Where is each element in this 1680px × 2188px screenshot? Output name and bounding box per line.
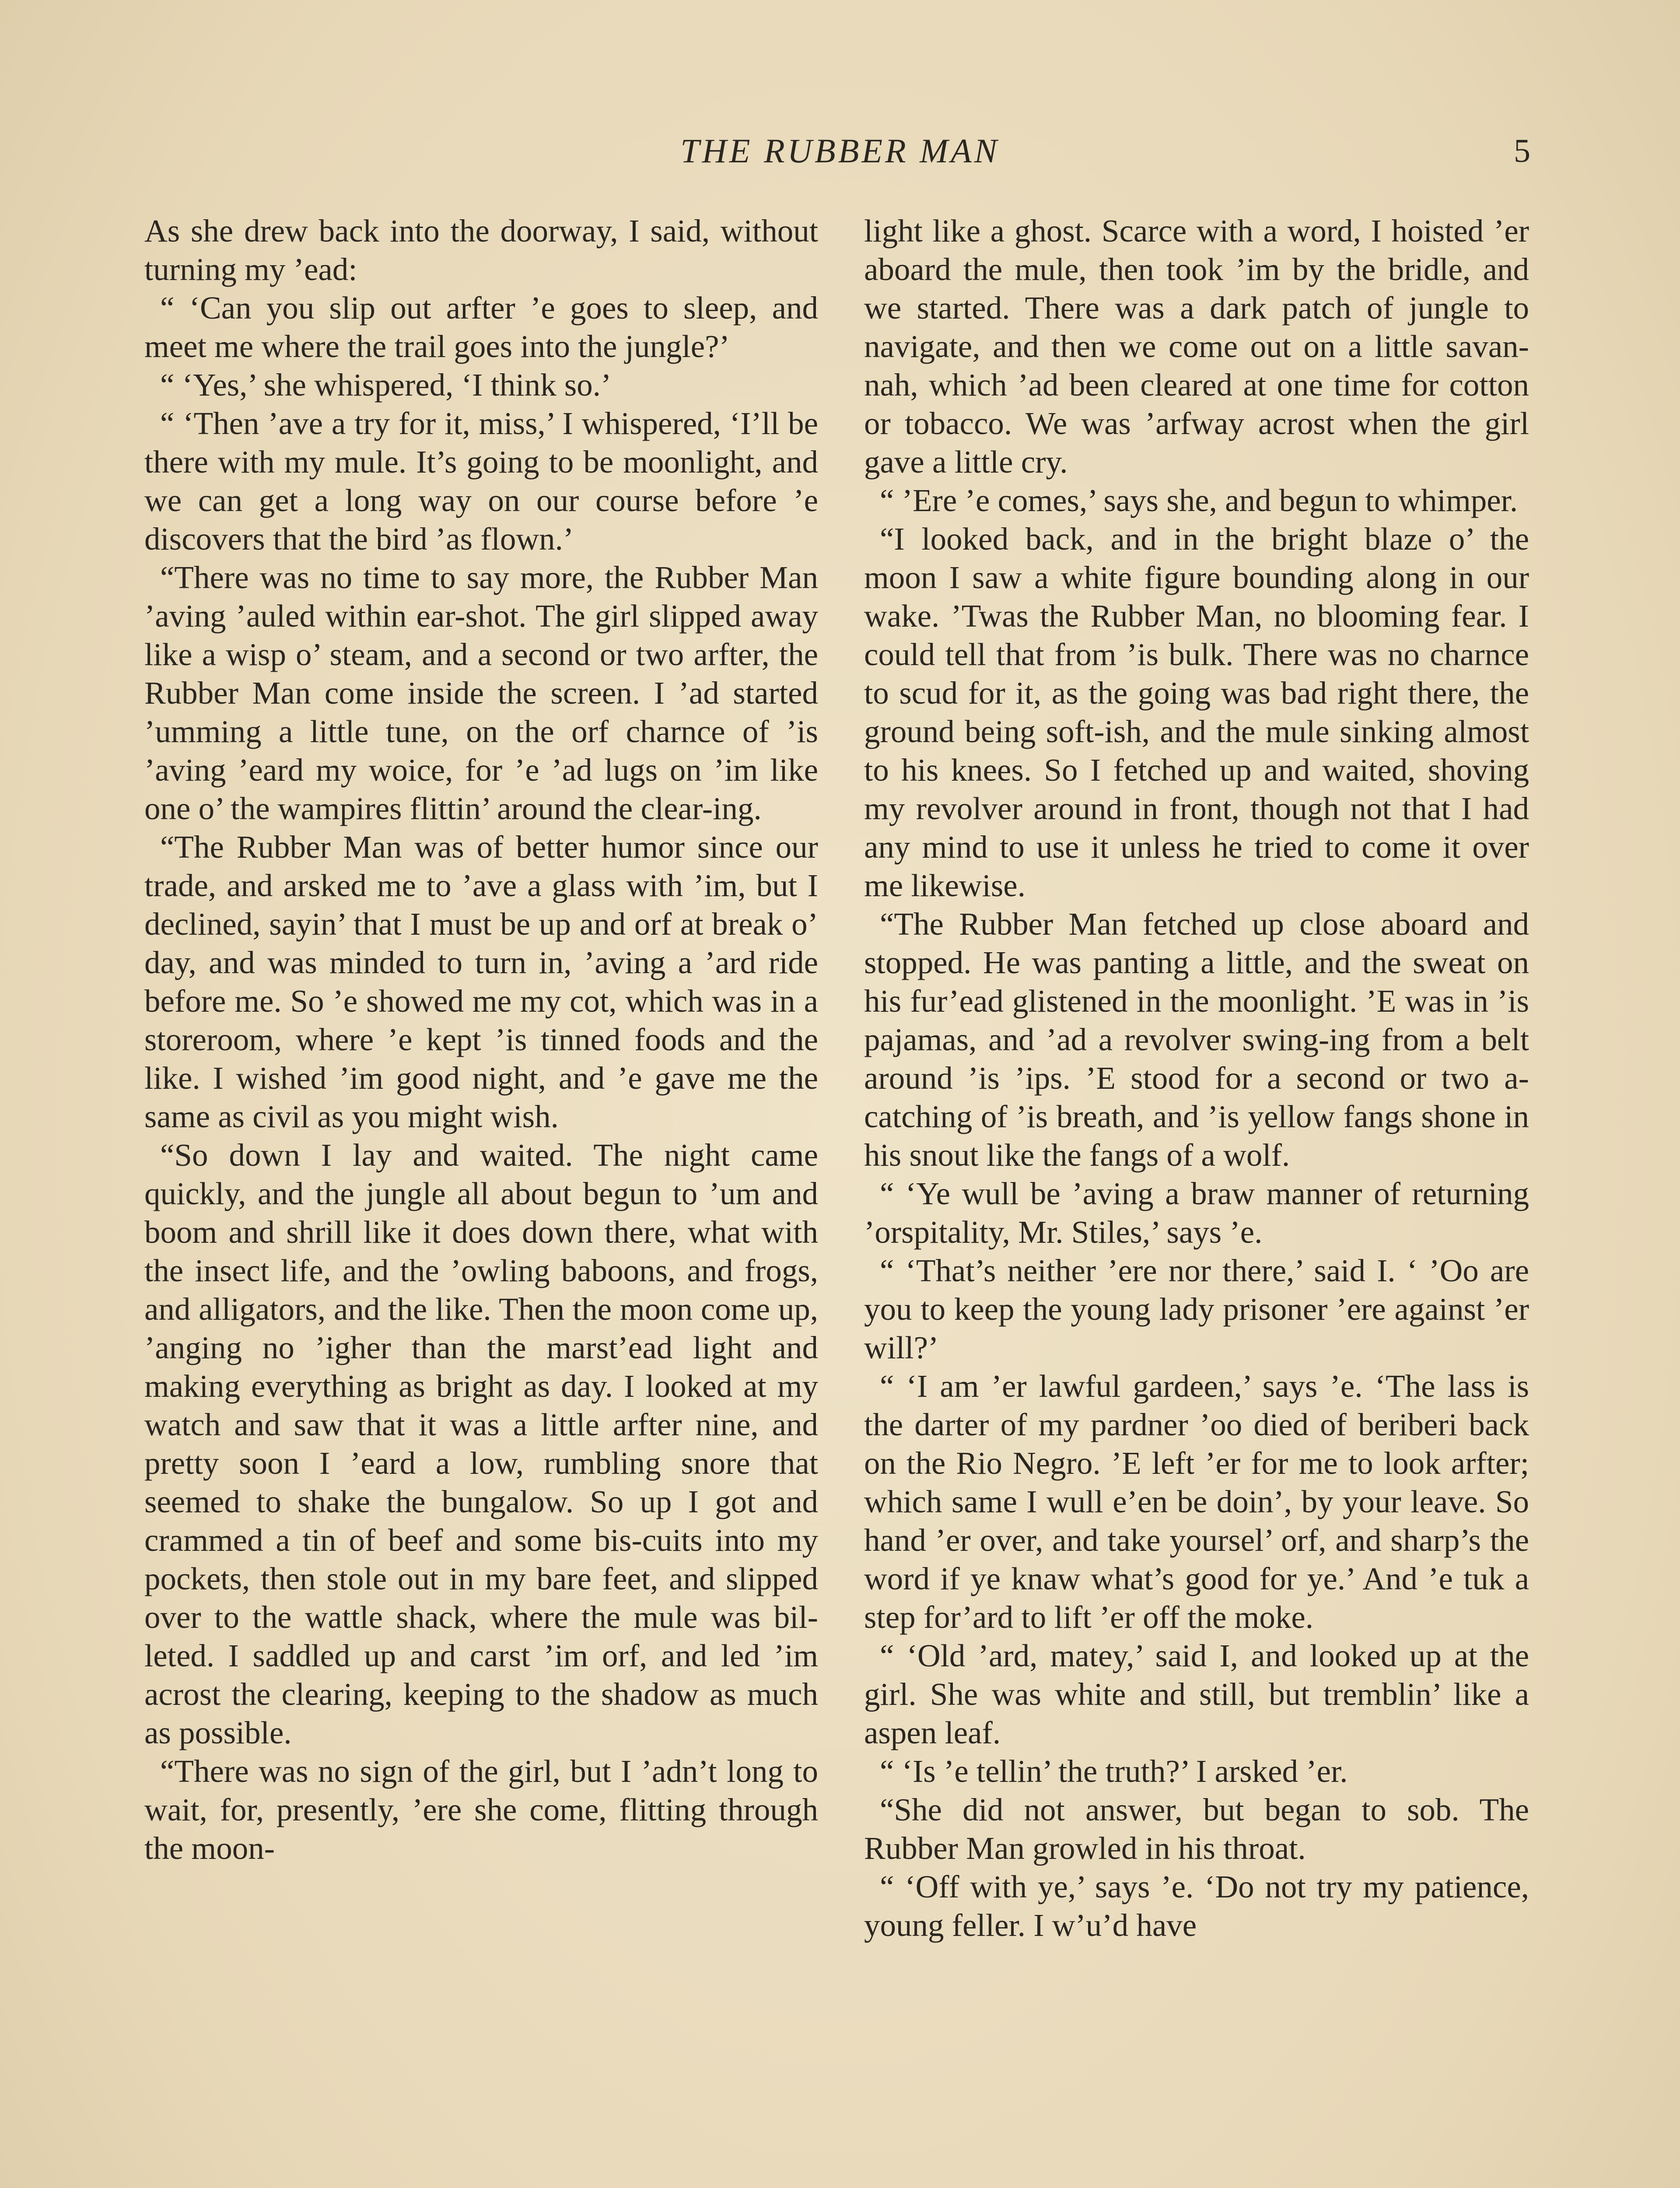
paragraph: “There was no sign of the girl, but I ’adn’t long to wait, for, presently, ’ere she come, flitting through the moon- (144, 1753, 818, 1866)
paragraph: “ ‘That’s neither ’ere nor there,’ said I. ‘ ’Oo are you to keep the young lady prisoner ’ere against ’er will?’ (864, 1253, 1529, 1365)
paragraph: “ ‘Off with ye,’ says ’e. ‘Do not try my patience, young feller. I w’u’d have (864, 1869, 1529, 1943)
paragraph: “ ’Ere ’e comes,’ says she, and begun to whimper. (880, 483, 1518, 518)
paragraph: As she drew back into the doorway, I said, without turning my ’ead: (144, 213, 818, 287)
paragraph: “ ‘Old ’ard, matey,’ said I, and looked up at the girl. She was white and still, but tremblin’ like a aspen leaf. (864, 1638, 1529, 1750)
paragraph: “ ‘I am ’er lawful gardeen,’ says ’e. ‘The lass is the darter of my pardner ’oo died of beriberi back on the Rio Negro. ’E left ’er for me to look arfter; which same I wull e’en be doin’, by your leave. So hand ’er over, and take yoursel’ orf, and sharp’s the word if ye knaw what’s good for ye.’ And ’e tuk a step for’ard to lift ’er off the moke. (864, 1368, 1529, 1635)
paragraph: “There was no time to say more, the Rubber Man ’aving ’auled within ear-shot. The girl slipped away like a wisp o’ steam, and a second or two arfter, the Rubber Man come inside the screen. I ’ad started ’umming a little tune, on the orf charnce of ’is ’aving ’eard my woice, for ’e ’ad lugs on ’im like one o’ the wampires flittin’ around the clear-ing. (144, 560, 818, 826)
paragraph: “The Rubber Man was of better humor since our trade, and arsked me to ’ave a glass with ’im, but I declined, sayin’ that I must be up and orf at break o’ day, and was minded to turn in, ’aving a ’ard ride before me. So ’e showed me my cot, which was in a storeroom, where ’e kept ’is tinned foods and the like. I wished ’im good night, and ’e gave me the same as civil as you might wish. (144, 829, 818, 1134)
paragraph: “ ‘Can you slip out arfter ’e goes to sleep, and meet me where the trail goes into the jungle?’ (144, 290, 818, 364)
left-text-column (144, 212, 818, 2188)
paragraph: “I looked back, and in the bright blaze o’ the moon I saw a white figure bounding along in our wake. ’Twas the Rubber Man, no blooming fear. I could tell that from ’is bulk. There was no charnce to scud for it, as the going was bad right there, the ground being soft-ish, and the mule sinking almost to his knees. So I fetched up and waited, shoving my revolver around in front, though not that I had any mind to use it unless he tried to come it over me likewise. (864, 521, 1529, 903)
paragraph: “The Rubber Man fetched up close aboard and stopped. He was panting a little, and the sweat on his fur’ead glistened in the moonlight. ’E was in ’is pajamas, and ’ad a revolver swing-ing from a belt around ’is ’ips. ’E stood for a second or two a-catching of ’is breath, and ’is yellow fangs shone in his snout like the fangs of a wolf. (864, 906, 1529, 1173)
paragraph: “ ‘Then ’ave a try for it, miss,’ I whispered, ‘I’ll be there with my mule. It’s going to be moonlight, and we can get a long way on our course before ’e discovers that the bird ’as flown.’ (144, 406, 818, 557)
paragraph: light like a ghost. Scarce with a word, I hoisted ’er aboard the mule, then took ’im by the bridle, and we started. There was a dark patch of jungle to navigate, and then we come out on a little savan-nah, which ’ad been cleared at one time for cotton or tobacco. We was ’arfway acrost when the girl gave a little cry. (864, 213, 1529, 480)
page-number: 5 (1514, 133, 1530, 169)
running-header-title: THE RUBBER MAN (680, 132, 1000, 170)
right-text-column (864, 212, 1529, 2188)
paragraph: “ ‘Yes,’ she whispered, ‘I think so.’ (160, 367, 612, 403)
paragraph: “ ‘Ye wull be ’aving a braw manner of returning ’orspitality, Mr. Stiles,’ says ’e. (864, 1176, 1529, 1250)
paragraph: “She did not answer, but began to sob. The Rubber Man growled in his throat. (864, 1792, 1529, 1866)
paragraph: “ ‘Is ’e tellin’ the truth?’ I arsked ’er. (880, 1753, 1348, 1789)
paragraph: “So down I lay and waited. The night came quickly, and the jungle all about begun to ’um and boom and shrill like it does down there, what with the insect life, and the ’owling baboons, and frogs, and alligators, and the like. Then the moon come up, ’anging no ’igher than the marst’ead light and making everything as bright as day. I looked at my watch and saw that it was a little arfter nine, and pretty soon I ’eard a low, rumbling snore that seemed to shake the bungalow. So up I got and crammed a tin of beef and some bis-cuits into my pockets, then stole out in my bare feet, and slipped over to the wattle shack, where the mule was bil-leted. I saddled up and carst ’im orf, and led ’im acrost the clearing, keeping to the shadow as much as possible. (144, 1137, 818, 1750)
